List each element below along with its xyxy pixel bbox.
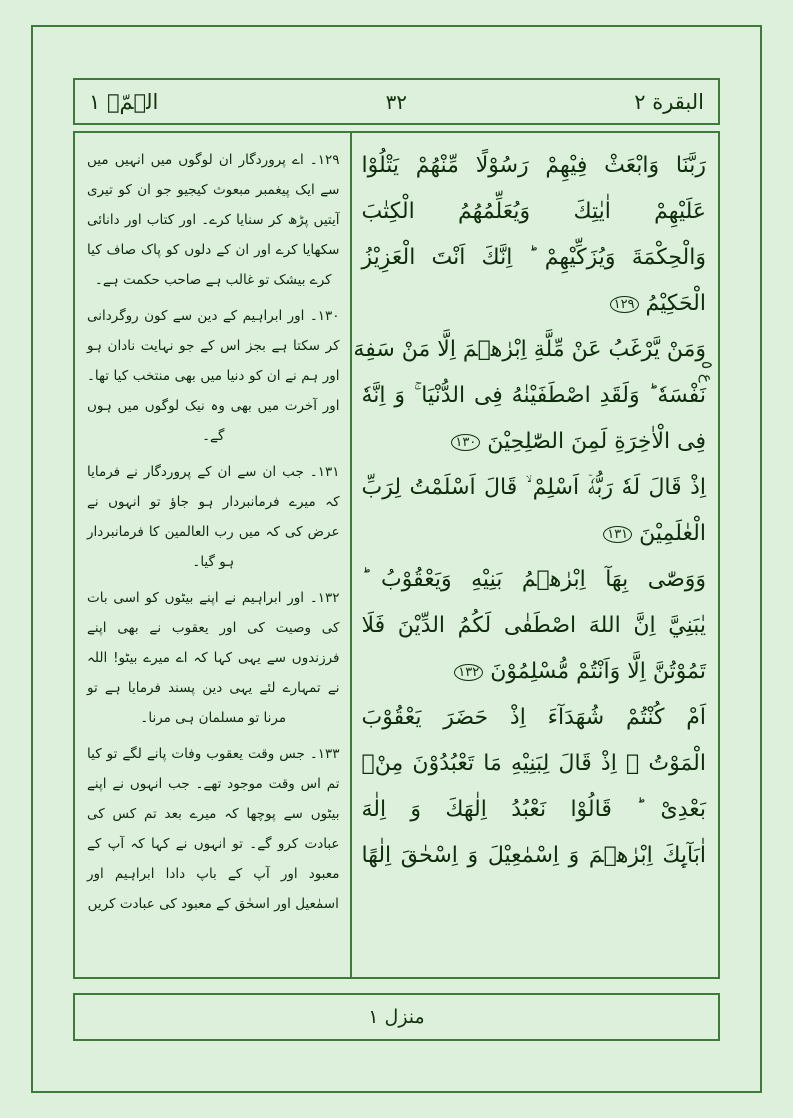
manzil-label: منزل ١ bbox=[368, 1006, 425, 1028]
urdu-translation-column bbox=[75, 133, 351, 977]
arabic-line: وَالْحِكْمَةَ وَيُزَكِّيْهِمْ ؕ اِنَّكَ اَنْتَ الْعَزِيْزُ bbox=[361, 245, 706, 270]
arabic-line: اِذْ قَالَ لَهٗ رَبُّهٗۤ اَسْلِمْ ۙ قَالَ اَسْلَمْتُ لِرَبِّ bbox=[361, 475, 706, 500]
ayah-number: ١٢٩ bbox=[610, 296, 639, 313]
urdu-paragraph: ١٢٩۔ اے پروردگار ان لوگوں میں انہیں میں سے ایک پیغمبر مبعوث کیجیو جو ان کو تیری آیتیں پڑھ کر سنایا کرے۔ اور کتاب اور دانائی سکھایا کرے اور ان کے دلوں کو پاک صاف کیا کرے بیشک تو غالب ہے صاحب حکمت ہے۔ bbox=[87, 152, 340, 288]
arabic-line-with-ayah bbox=[362, 649, 707, 695]
page-body bbox=[73, 131, 720, 979]
arabic-line: نَفْسَهٗ ؕ وَلَقَدِ اصْطَفَيْنٰهُ فِى الدُّنْيَا ۚ وَ اِنَّهٗ bbox=[361, 383, 706, 408]
arabic-line: اَمْ كُنْتُمْ شُهَدَآءَ اِذْ حَضَرَ يَعْقُوْبَ bbox=[361, 705, 706, 730]
arabic-line: عَلَيْهِمْ اٰيٰتِكَ وَيُعَلِّمُهُمُ الْكِتٰبَ bbox=[361, 199, 706, 224]
arabic-line: الْمَوْتُ ۙ اِذْ قَالَ لِبَنِيْهِ مَا تَعْبُدُوْنَ مِنْۢ bbox=[361, 751, 706, 776]
juz-label: الۤمّۤ ١ bbox=[89, 89, 159, 114]
urdu-paragraph: ١٣١۔ جب ان سے ان کے پروردگار نے فرمایا کہ میرے فرمانبردار ہو جاؤ تو انہوں نے عرض کی کہ میں رب العالمین کا فرمانبردار ہو گیا۔ bbox=[87, 464, 340, 570]
arabic-text: الْعٰلَمِيْنَ bbox=[639, 521, 706, 546]
arabic-text: تَمُوْتُنَّ اِلَّا وَاَنْتُمْ مُّسْلِمُوْنَ bbox=[490, 659, 706, 684]
surah-label: البقرة ٢ bbox=[634, 89, 704, 114]
page-footer bbox=[73, 993, 720, 1041]
arabic-line: وَمَنْ يَّرْغَبُ عَنْ مِّلَّةِ اِبْرٰهٖمَ اِلَّا مَنْ سَفِهَ bbox=[353, 337, 706, 362]
ayah-number: ١٣٢ bbox=[454, 664, 483, 681]
urdu-paragraph: ١٣٣۔ جس وقت یعقوب وفات پانے لگے تو کیا تم اس وقت موجود تھے۔ جب انہوں نے اپنے بیٹوں سے پوچھا کہ میرے بعد تم کس کی عبادت کرو گے۔ تو انہوں نے کہا کہ آپ کے معبود اور آپ کے باپ دادا ابراہیم اور اسمٰعیل اور اسحٰق کے معبود کی عبادت کریں bbox=[87, 746, 340, 912]
arabic-text: فِى الْاٰخِرَةِ لَمِنَ الصّٰلِحِيْنَ bbox=[487, 429, 706, 454]
page-header bbox=[73, 78, 720, 125]
urdu-paragraph: ١٣٠۔ اور ابراہیم کے دین سے کون روگردانی کر سکتا ہے بجز اس کے جو نہایت نادان ہو اور ہم نے ان کو دنیا میں بھی منتخب کیا تھا۔ اور آخرت میں بھی وہ نیک لوگوں میں ہوں گے۔ bbox=[87, 308, 340, 444]
arabic-line: اٰبَآىِٕكَ اِبْرٰهٖمَ وَ اِسْمٰعِيْلَ وَ اِسْحٰقَ اِلٰهًا bbox=[361, 843, 706, 868]
arabic-column bbox=[352, 133, 719, 977]
page-number: ٣٢ bbox=[385, 89, 408, 114]
arabic-line: يٰبَنِيَّ اِنَّ اللهَ اصْطَفٰى لَكُمُ الدِّيْنَ فَلَا bbox=[361, 613, 706, 638]
arabic-line-with-ayah bbox=[362, 511, 707, 557]
arabic-line: بَعْدِىْ ؕ قَالُوْا نَعْبُدُ اِلٰهَكَ وَ اِلٰهَ bbox=[361, 797, 706, 822]
ruku-mark: ع ٥ bbox=[698, 361, 716, 383]
arabic-text: الْحَكِيْمُ bbox=[645, 291, 706, 316]
ayah-number: ١٣٠ bbox=[451, 434, 480, 451]
ayah-number: ١٣١ bbox=[603, 526, 632, 543]
arabic-line: وَوَصّٰى بِهَآ اِبْرٰهٖمُ بَنِيْهِ وَيَعْقُوْبُ ؕ bbox=[361, 567, 706, 592]
arabic-line: رَبَّنَا وَابْعَثْ فِيْهِمْ رَسُوْلًا مِّنْهُمْ يَتْلُوْا bbox=[361, 153, 706, 178]
arabic-line-with-ayah bbox=[362, 281, 707, 327]
arabic-line-with-ayah bbox=[362, 419, 707, 465]
urdu-paragraph: ١٣٢۔ اور ابراہیم نے اپنے بیٹوں کو اسی بات کی وصیت کی اور یعقوب نے بھی اپنے فرزندوں سے یہی کہا کہ اے میرے بیٹو! اللہ نے تمہارے لئے یہی دین پسند فرمایا ہے تو مرنا تو مسلمان ہی مرنا۔ bbox=[87, 590, 340, 726]
